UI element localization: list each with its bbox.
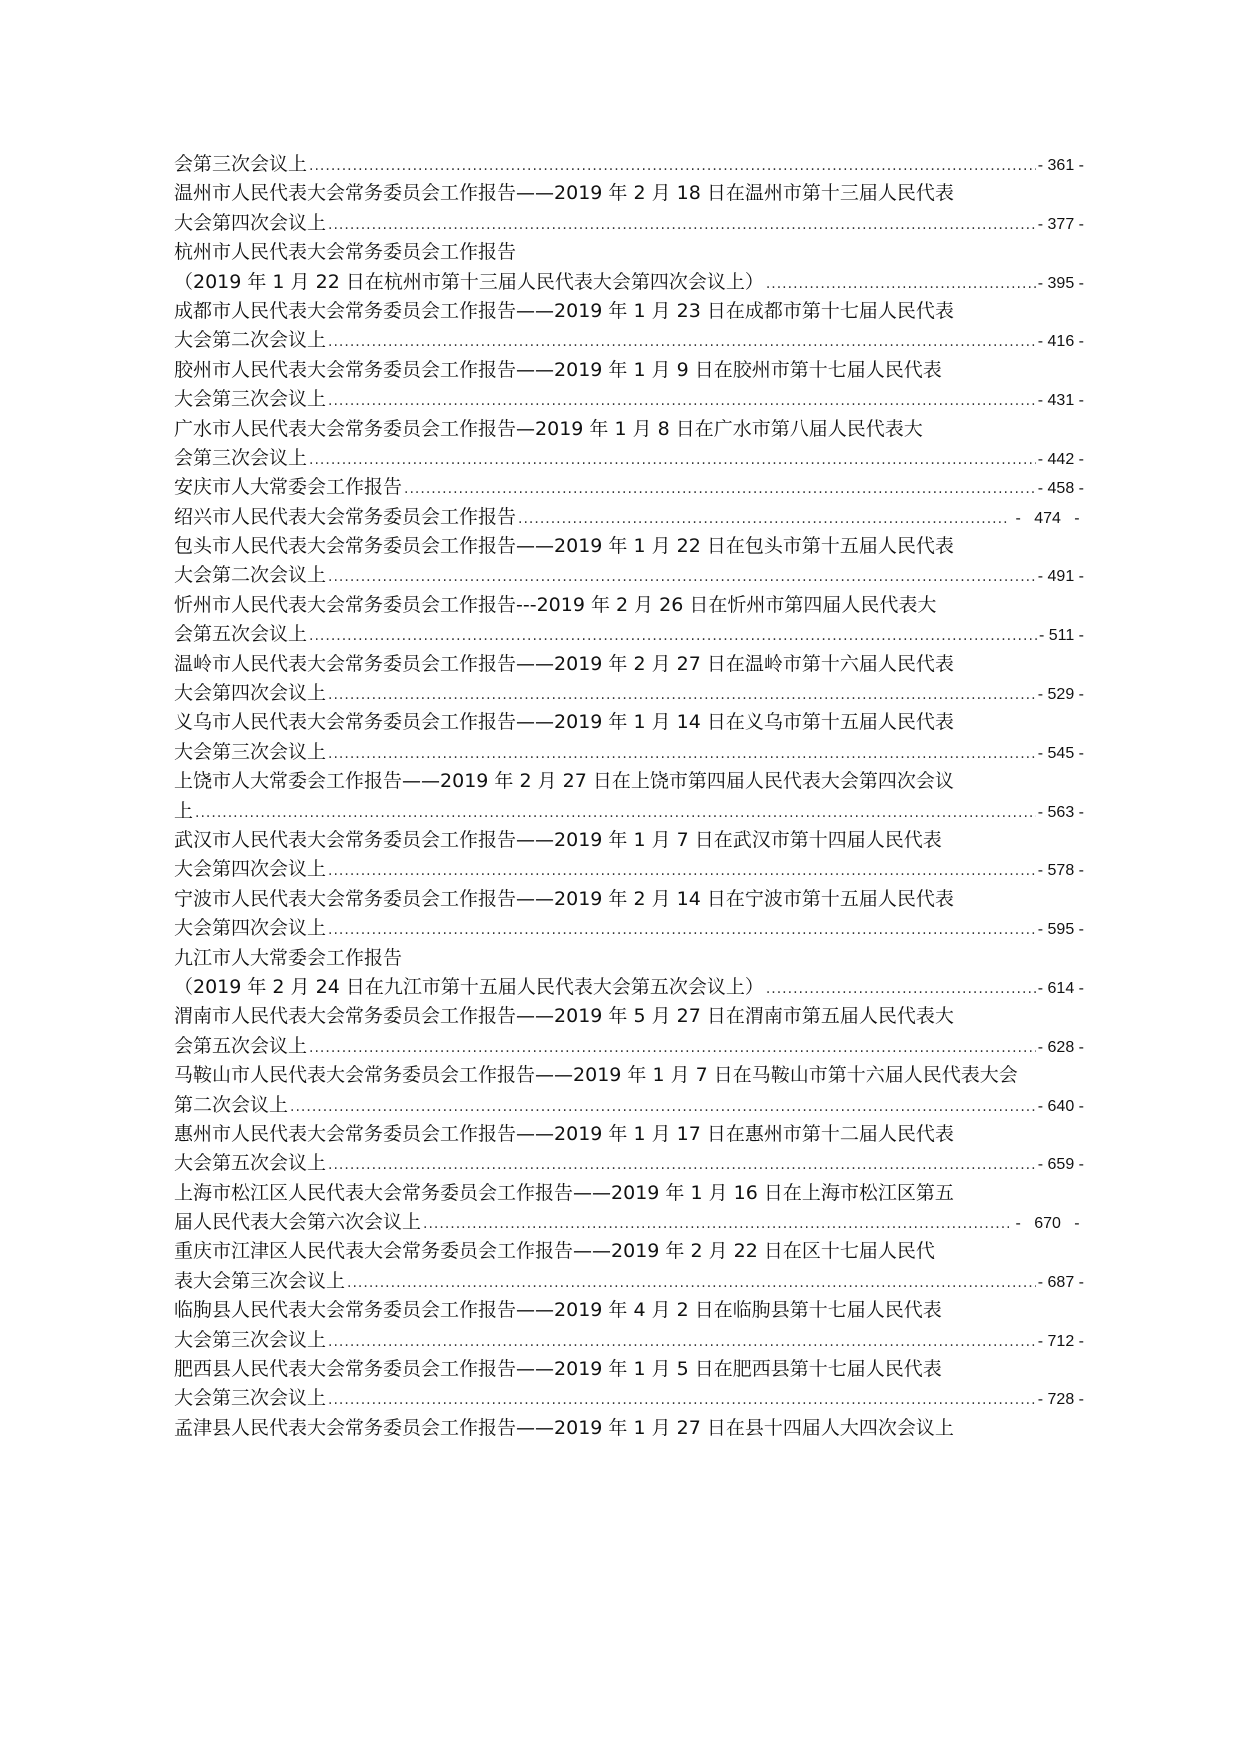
- dot-leader: [766, 270, 1036, 297]
- page-number: - 728 -: [1037, 1391, 1084, 1409]
- toc-entry-title: 肥西县人民代表大会常务委员会工作报告: [174, 1358, 517, 1381]
- toc-entry-title: 临朐县人民代表大会常务委员会工作报告: [174, 1299, 517, 1322]
- toc-entry-title: 杭州市人民代表大会常务委员会工作报告: [174, 241, 517, 264]
- dot-leader: [328, 740, 1036, 767]
- toc-line[interactable]: [174, 650, 1084, 679]
- dot-leader: [328, 328, 1036, 355]
- dot-leader: [328, 916, 1036, 943]
- toc-line[interactable]: [174, 1237, 1084, 1266]
- toc-line[interactable]: [174, 1326, 1084, 1355]
- dot-leader: [404, 475, 1036, 502]
- page-number: - 458 -: [1037, 480, 1084, 498]
- dot-leader: [328, 1328, 1036, 1355]
- dot-leader: [347, 1269, 1036, 1296]
- toc-entry-title: 温州市人民代表大会常务委员会工作报告: [174, 182, 517, 205]
- toc-entry-subtitle: ——2019 年 1 月 22 日在包头市第十五届人民代表: [516, 535, 954, 558]
- page-number: - 659 -: [1037, 1156, 1084, 1174]
- toc-entry-title: 绍兴市人民代表大会常务委员会工作报告: [174, 505, 517, 528]
- toc-line[interactable]: [174, 1384, 1084, 1413]
- toc-entry-subtitle: ——2019 年 1 月 14 日在义乌市第十五届人民代表: [516, 711, 954, 734]
- toc-entry-subtitle: ——2019 年 5 月 27 日在渭南市第五届人民代表大: [516, 1005, 954, 1028]
- toc-entry-subtitle: ——2019 年 1 月 27 日在县十四届人大四次会议上: [516, 1416, 954, 1439]
- toc-entry-title: 渭南市人民代表大会常务委员会工作报告: [174, 1005, 517, 1028]
- toc-line[interactable]: [174, 1414, 1084, 1443]
- toc-line[interactable]: [174, 385, 1084, 414]
- page-number: - 416 -: [1037, 333, 1084, 351]
- page-number: - 395 -: [1037, 274, 1084, 292]
- dot-leader: [309, 622, 1037, 649]
- dot-leader: [328, 1386, 1036, 1413]
- toc-line[interactable]: [174, 738, 1084, 767]
- dot-leader: [309, 446, 1036, 473]
- toc-entry-subtitle: 会第三次会议上: [174, 446, 308, 469]
- toc-entry-title: 广水市人民代表大会常务委员会工作报告: [174, 417, 517, 440]
- toc-line[interactable]: [174, 1355, 1084, 1384]
- toc-line[interactable]: [174, 1002, 1084, 1031]
- toc-line[interactable]: [174, 1208, 1084, 1237]
- page-number: - 545 -: [1037, 744, 1084, 762]
- toc-entry-subtitle: 会第五次会议上: [174, 623, 308, 646]
- toc-entry-subtitle: 届人民代表大会第六次会议上: [174, 1211, 422, 1234]
- toc-line[interactable]: [174, 209, 1084, 238]
- page-number: - 687 -: [1037, 1273, 1084, 1291]
- toc-entry-subtitle: 会第三次会议上: [174, 153, 308, 175]
- dot-leader: [309, 1034, 1036, 1061]
- dot-leader: [518, 505, 1009, 532]
- toc-line[interactable]: [174, 826, 1084, 855]
- toc-line[interactable]: [174, 1296, 1084, 1325]
- toc-line[interactable]: [174, 944, 1084, 973]
- toc-entry-title: 马鞍山市人民代表大会常务委员会工作报告: [174, 1064, 536, 1087]
- dot-leader: [423, 1210, 1009, 1237]
- page-number: - 628 -: [1037, 1038, 1084, 1056]
- toc-entry-title: 成都市人民代表大会常务委员会工作报告: [174, 299, 517, 322]
- toc-entry-title: 胶州市人民代表大会常务委员会工作报告: [174, 358, 517, 381]
- toc-entry-title: 义乌市人民代表大会常务委员会工作报告: [174, 711, 517, 734]
- toc-entry-title: 温岭市人民代表大会常务委员会工作报告: [174, 652, 517, 675]
- dot-leader: [328, 563, 1036, 590]
- page-number: - 614 -: [1037, 979, 1084, 997]
- table-of-contents: [174, 150, 1084, 1443]
- toc-line[interactable]: [174, 591, 1084, 620]
- toc-line[interactable]: [174, 238, 1084, 267]
- dot-leader: [328, 681, 1036, 708]
- page-number: - 431 -: [1037, 392, 1084, 410]
- dot-leader: [195, 799, 1036, 826]
- toc-entry-subtitle: ——2019 年 2 月 27 日在上饶市第四届人民代表大会第四次会议: [402, 770, 954, 793]
- toc-entry-subtitle: ——2019 年 1 月 7 日在马鞍山市第十六届人民代表大会: [535, 1064, 1018, 1087]
- dot-leader: [766, 975, 1036, 1002]
- toc-entry-title: 忻州市人民代表大会常务委员会工作报告: [174, 593, 517, 616]
- toc-entry-subtitle: ——2019 年 1 月 17 日在惠州市第十二届人民代表: [516, 1122, 954, 1145]
- dot-leader: [328, 211, 1036, 238]
- dot-leader: [328, 857, 1036, 884]
- page-number: - 377 -: [1037, 215, 1084, 233]
- toc-line[interactable]: [174, 356, 1084, 385]
- toc-entry-subtitle: 大会第四次会议上: [174, 682, 327, 705]
- page-number: - 361 -: [1037, 157, 1084, 174]
- toc-entry-title: 宁波市人民代表大会常务委员会工作报告: [174, 887, 517, 910]
- toc-entry-title: 上海市松江区人民代表大会常务委员会工作报告: [174, 1181, 574, 1204]
- toc-entry-subtitle: 表大会第三次会议上: [174, 1269, 346, 1292]
- dot-leader: [328, 1151, 1036, 1178]
- toc-entry-subtitle: 大会第三次会议上: [174, 1328, 327, 1351]
- toc-entry-subtitle: 大会第四次会议上: [174, 211, 327, 234]
- toc-line[interactable]: [174, 561, 1084, 590]
- toc-line[interactable]: [174, 885, 1084, 914]
- toc-entry-subtitle: 大会第五次会议上: [174, 1152, 327, 1175]
- toc-line[interactable]: [174, 973, 1084, 1002]
- toc-line[interactable]: [174, 679, 1084, 708]
- toc-entry-subtitle: 大会第三次会议上: [174, 740, 327, 763]
- toc-line[interactable]: [174, 1179, 1084, 1208]
- toc-entry-subtitle: 上: [174, 799, 194, 822]
- page-number: - 529 -: [1037, 686, 1084, 704]
- toc-line[interactable]: [174, 473, 1084, 502]
- toc-entry-title: 重庆市江津区人民代表大会常务委员会工作报告: [174, 1240, 574, 1263]
- toc-entry-subtitle: （2019 年 2 月 24 日在九江市第十五届人民代表大会第五次会议上）: [174, 975, 764, 998]
- toc-entry-subtitle: 大会第二次会议上: [174, 329, 327, 352]
- page-number: - 578 -: [1037, 862, 1084, 880]
- toc-entry-subtitle: 大会第二次会议上: [174, 564, 327, 587]
- page-number: - 474 -: [1011, 509, 1084, 527]
- toc-line[interactable]: [174, 415, 1084, 444]
- toc-line[interactable]: [174, 268, 1084, 297]
- toc-entry-subtitle: ——2019 年 1 月 7 日在武汉市第十四届人民代表: [516, 828, 942, 851]
- toc-entry-subtitle: （2019 年 1 月 22 日在杭州市第十三届人民代表大会第四次会议上）: [174, 270, 764, 293]
- toc-entry-title: 孟津县人民代表大会常务委员会工作报告: [174, 1416, 517, 1439]
- toc-line[interactable]: [174, 767, 1084, 796]
- toc-line[interactable]: [174, 1120, 1084, 1149]
- toc-entry-subtitle: ——2019 年 4 月 2 日在临朐县第十七届人民代表: [516, 1299, 942, 1322]
- toc-line[interactable]: [174, 1267, 1084, 1296]
- toc-entry-subtitle: ——2019 年 1 月 16 日在上海市松江区第五: [573, 1181, 954, 1204]
- toc-line[interactable]: [174, 297, 1084, 326]
- toc-entry-subtitle: 第二次会议上: [174, 1093, 289, 1116]
- page-number: - 491 -: [1037, 568, 1084, 586]
- toc-entry-subtitle: ---2019 年 2 月 26 日在忻州市第四届人民代表大: [516, 593, 937, 616]
- toc-line[interactable]: [174, 150, 1084, 179]
- toc-entry-title: 武汉市人民代表大会常务委员会工作报告: [174, 828, 517, 851]
- toc-entry-subtitle: ——2019 年 2 月 14 日在宁波市第十五届人民代表: [516, 887, 954, 910]
- toc-entry-title: 九江市人大常委会工作报告: [174, 946, 403, 969]
- toc-entry-subtitle: 大会第三次会议上: [174, 1387, 327, 1410]
- toc-entry-subtitle: ——2019 年 2 月 18 日在温州市第十三届人民代表: [516, 182, 954, 205]
- toc-line[interactable]: [174, 532, 1084, 561]
- page-number: - 640 -: [1037, 1097, 1084, 1115]
- toc-entry-subtitle: ——2019 年 2 月 27 日在温岭市第十六届人民代表: [516, 652, 954, 675]
- dot-leader: [328, 387, 1036, 414]
- page-number: - 712 -: [1037, 1332, 1084, 1350]
- toc-entry-subtitle: ——2019 年 2 月 22 日在区十七届人民代: [573, 1240, 935, 1263]
- page-number: - 442 -: [1037, 450, 1084, 468]
- page-number: - 670 -: [1011, 1215, 1084, 1233]
- toc-entry-title: 惠州市人民代表大会常务委员会工作报告: [174, 1122, 517, 1145]
- toc-line[interactable]: [174, 914, 1084, 943]
- toc-line[interactable]: [174, 1061, 1084, 1090]
- toc-line[interactable]: [174, 1149, 1084, 1178]
- toc-entry-subtitle: ——2019 年 1 月 5 日在肥西县第十七届人民代表: [516, 1358, 942, 1381]
- toc-line[interactable]: [174, 620, 1084, 649]
- page-number: - 563 -: [1037, 803, 1084, 821]
- dot-leader: [309, 152, 1036, 179]
- toc-line[interactable]: [174, 1032, 1084, 1061]
- dot-leader: [290, 1093, 1036, 1120]
- toc-line[interactable]: [174, 855, 1084, 884]
- toc-entry-subtitle: 大会第四次会议上: [174, 858, 327, 881]
- toc-entry-subtitle: 大会第三次会议上: [174, 388, 327, 411]
- toc-entry-subtitle: 会第五次会议上: [174, 1034, 308, 1057]
- toc-line[interactable]: [174, 444, 1084, 473]
- toc-entry-title: 包头市人民代表大会常务委员会工作报告: [174, 535, 517, 558]
- toc-line[interactable]: [174, 708, 1084, 737]
- toc-entry-title: 上饶市人大常委会工作报告: [174, 770, 403, 793]
- toc-line[interactable]: [174, 1091, 1084, 1120]
- toc-line[interactable]: [174, 179, 1084, 208]
- toc-line[interactable]: [174, 797, 1084, 826]
- toc-entry-title: 安庆市人大常委会工作报告: [174, 476, 403, 499]
- page-number: - 511 -: [1038, 627, 1084, 645]
- toc-entry-subtitle: ——2019 年 1 月 9 日在胶州市第十七届人民代表: [516, 358, 942, 381]
- page-number: - 595 -: [1037, 921, 1084, 939]
- toc-entry-subtitle: ——2019 年 1 月 23 日在成都市第十七届人民代表: [516, 299, 954, 322]
- toc-line[interactable]: [174, 503, 1084, 532]
- toc-entry-subtitle: —2019 年 1 月 8 日在广水市第八届人民代表大: [516, 417, 923, 440]
- toc-entry-subtitle: 大会第四次会议上: [174, 917, 327, 940]
- toc-line[interactable]: [174, 326, 1084, 355]
